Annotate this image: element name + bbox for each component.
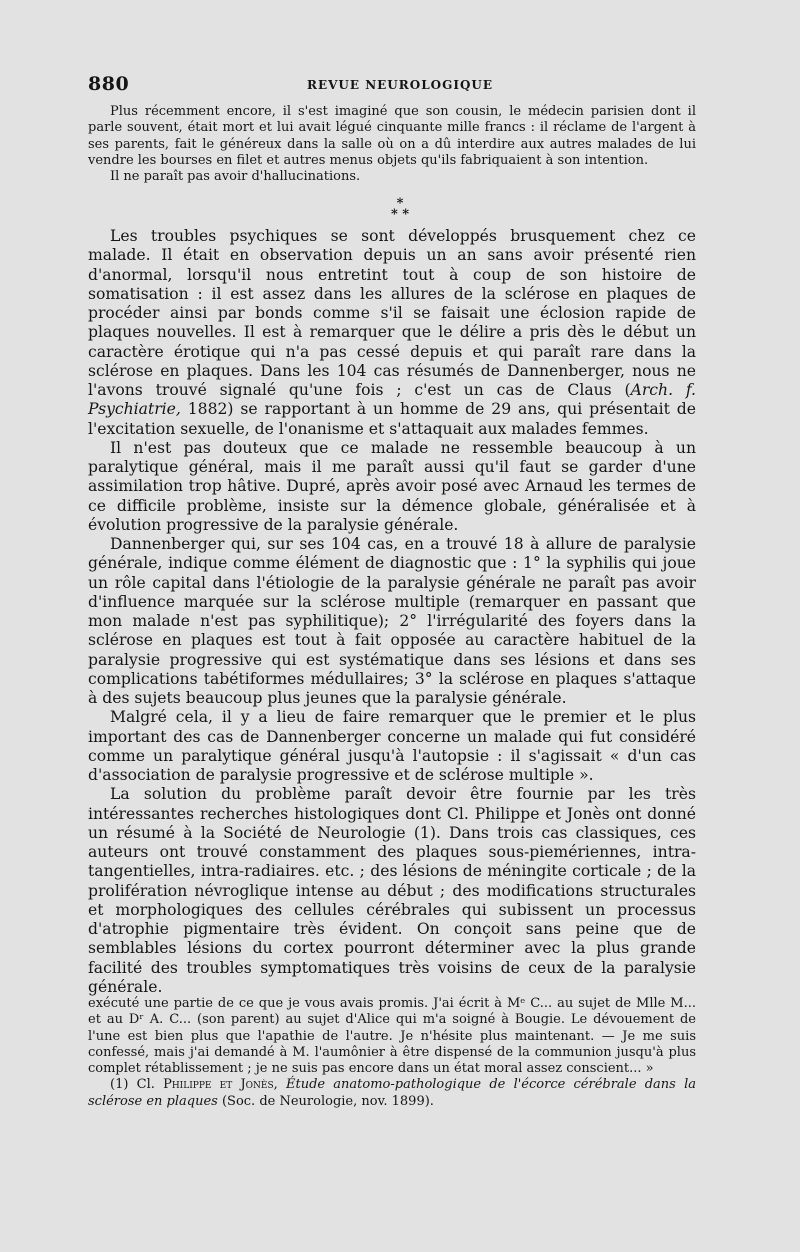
body-paragraph: Dannenberger qui, sur ses 104 cas, en a trouvé 18 à allure de paralysie générale, indique comme élément de diagnostic que : 1° la syphilis qui joue un rôle capital dans l'étiologie de la paralysie générale ne paraît pas avoir d'influence marquée sur la sclérose multiple (remarquer en passant que mon malade n'est pas syphilitique); 2° l'irrégularité des foyers dans la sclérose en plaques est tout à fait opposée au caractère habituel de la paralysie progressive qui est systématique dans ses lésions et dans ses complications tabétiformes médullaires; 3° la sclérose en plaques s'attaque à des sujets beaucoup plus jeunes que la paralysie générale. xyxy=(88,535,696,707)
asterism-bottom: * * xyxy=(390,207,410,222)
intro-paragraph: Plus récemment encore, il s'est imaginé que son cousin, le médecin parisien dont il parle souvent, était mort et lui avait légué cinquante mille francs : il réclame de l'argent à ses parents, fait le généreux dans la salle où on a dû interdire aux autres malades de lui vendre les bourses en filet et autres menus objets qu'ils fabriquaient à son intention. xyxy=(88,104,696,168)
body-paragraph xyxy=(88,227,696,439)
body-paragraph: Malgré cela, il y a lieu de faire remarquer que le premier et le plus important des cas de Dannenberger concerne un malade qui fut considéré comme un paralytique général jusqu'à l'autopsie : il s'agissait « d'un cas d'association de paralysie progressive et de sclérose multiple ». xyxy=(88,708,696,784)
citation: Arch. f. Psychiatrie, xyxy=(88,381,697,419)
footnotes xyxy=(88,996,696,1110)
intro-block xyxy=(88,104,696,185)
footnote-continuation: exécuté une partie de ce que je vous avais promis. J'ai écrit à Mᵉ C... au sujet de Mlle M... et au Dʳ A. C... (son parent) au sujet d'Alice qui m'a soigné à Bougie. Le dévouement de l'une est bien plus que l'apathie de l'autre. Je n'hésite plus maintenant. — Je me suis confessé, mais j'ai demandé à M. l'aumônier à être dispensé de la communion jusqu'à plus complet rétablissement ; je ne suis pas encore dans un état moral assez conscient... » xyxy=(88,996,696,1077)
body-text: Les troubles psychiques se sont développés brusquement chez ce malade. Il était en observation depuis un an sans avoir présenté rien d'anormal, lorsqu'il nous entretint tout à coup de son histoire de somatisation : il est assez dans les allures de la sclérose en plaques de procéder ainsi par bonds comme s'il se faisait une éclosion rapide de plaques nouvelles. Il est à remarquer que le délire a pris dès le début un caractère érotique qui n'a pas cessé depuis et qui paraît rare dans la sclérose en plaques. Dans les 104 cas résumés de Dannenberger, nous ne l'avons trouvé signalé qu'une fois ; c'est un cas de Claus ( xyxy=(88,227,696,399)
page-number: 880 xyxy=(88,73,130,95)
body-text: 1882) se rapportant à un homme de 29 ans, qui présentait de l'excitation sexuelle, de l'onanisme et s'attaquait aux malades femmes. xyxy=(88,400,696,438)
footnote-1 xyxy=(88,1077,696,1110)
footnote-marker: (1) Cl. xyxy=(110,1077,164,1093)
body-paragraph: La solution du problème paraît devoir être fournie par les très intéressantes recherches histologiques dont Cl. Philippe et Jonès ont donné un résumé à la Société de Neurologie (1). Dans trois cas classiques, ces auteurs ont trouvé constamment des plaques sous-piemériennes, intra-tangentielles, intra-radiaires. etc. ; des lésions de méningite corticale ; de la prolifération névroglique intense au début ; des modifications structurales et morphologiques des cellules cérébrales qui subissent un processus d'atrophie pigmentaire très évident. On conçoit sans peine que de semblables lésions du cortex pourront déterminer avec la plus grande facilité des troubles symptomatiques très voisins de ceux de la paralysie générale. xyxy=(88,785,696,996)
intro-paragraph: Il ne paraît pas avoir d'hallucinations. xyxy=(110,169,361,185)
footnote-authors: Philippe et Jonès, xyxy=(163,1077,278,1093)
footnote-source: (Soc. de Neurologie, nov. 1899). xyxy=(217,1093,434,1109)
section-separator xyxy=(0,198,800,220)
footnote-title: Étude anatomo-pathologique de l'écorce cérébrale dans la sclérose en plaques xyxy=(88,1077,696,1109)
body-paragraph: Il n'est pas douteux que ce malade ne ressemble beaucoup à un paralytique général, mais il me paraît aussi qu'il faut se garder d'une assimilation trop hâtive. Dupré, après avoir posé avec Arnaud les termes de ce difficile problème, insiste sur la démence globale, généralisée et à évolution progressive de la paralysie générale. xyxy=(88,438,696,534)
running-title: REVUE NEUROLOGIQUE xyxy=(306,78,494,92)
main-text xyxy=(88,227,696,997)
asterism-top: * xyxy=(396,196,404,211)
